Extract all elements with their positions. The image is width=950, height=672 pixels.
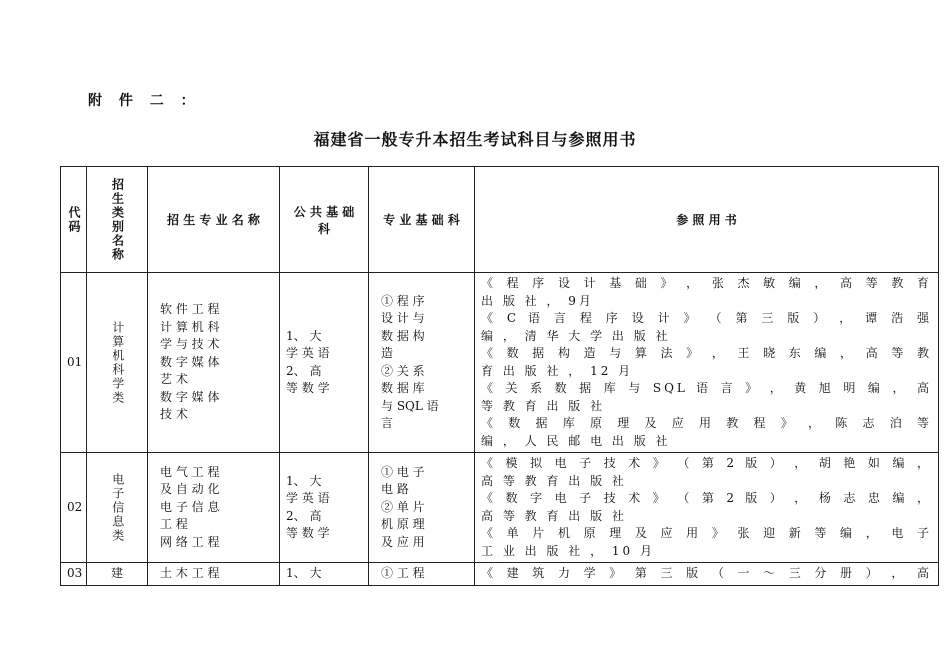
- refs-line: 《 建 筑 力 学 》 第 三 版 （ 一 ～ 三 分 册 ） ， 高: [481, 566, 932, 580]
- majors-line: 数 字 媒 体: [160, 389, 220, 404]
- attachment-label: 附 件 二 ：: [88, 93, 201, 109]
- public-line: 学 英 语: [286, 491, 330, 505]
- row-code: 02: [61, 453, 87, 563]
- refs-line: 《 数 字 电 子 技 术 》 （ 第 2 版 ） ， 杨 志 忠 编 ，: [481, 491, 932, 505]
- majors-line: 软 件 工 程: [160, 302, 220, 317]
- row-category: [87, 453, 148, 563]
- header-refs: 参 照 用 书: [475, 167, 939, 273]
- exam-subjects-table: [60, 166, 939, 586]
- refs-line: 编 ， 人 民 邮 电 出 版 社: [481, 433, 671, 448]
- row-public: [280, 273, 369, 453]
- refs-line: 编 ， 清 华 大 学 出 版 社: [481, 328, 671, 343]
- professional-line: ① 工 程: [381, 566, 425, 580]
- header-major: 招 生 专 业 名 称: [148, 167, 280, 273]
- majors-line: 学 与 技 术: [160, 337, 220, 352]
- header-professional: 专 业 基 础 科: [369, 167, 475, 273]
- table-header-row: [61, 167, 939, 273]
- majors-line: 电 子 信 息: [160, 499, 220, 514]
- refs-line: 《 数 据 库 原 理 及 应 用 教 程 》 ， 陈 志 泊 等: [481, 416, 932, 430]
- professional-line: ① 程 序: [381, 293, 425, 308]
- document-title: 福建省一般专升本招生考试科目与参照用书: [313, 130, 637, 149]
- refs-line: 《 数 据 构 造 与 算 法 》 ， 王 晓 东 编 ， 高 等 教: [481, 346, 932, 360]
- header-code: 代码: [61, 167, 87, 273]
- refs-line: 高 等 教 育 出 版 社: [481, 473, 627, 488]
- refs-line: 《 关 系 数 据 库 与 SQL 语 言 》 ， 黄 旭 明 编 ， 高: [481, 381, 932, 395]
- majors-line: 土 木 工 程: [160, 566, 220, 580]
- public-line: 等 数 学: [286, 381, 330, 395]
- row-refs: [475, 273, 939, 453]
- row-category: [87, 273, 148, 453]
- header-public: 公 共 基 础 科: [280, 167, 369, 273]
- public-line: 等 数 学: [286, 526, 330, 540]
- public-line: 2、 高: [286, 363, 322, 378]
- row-refs: [475, 453, 939, 563]
- public-line: 2、 高: [286, 508, 322, 523]
- row-majors: [148, 273, 280, 453]
- professional-line: 及 应 用: [381, 534, 425, 549]
- category-text: 建: [110, 566, 123, 580]
- row-public: [280, 563, 369, 586]
- row-code: 01: [61, 273, 87, 453]
- table-row: [61, 453, 939, 563]
- row-professional: [369, 273, 475, 453]
- majors-line: 艺 术: [160, 372, 188, 387]
- professional-line: 数 据 构: [381, 328, 425, 343]
- refs-line: 《 模 拟 电 子 技 术 》 （ 第 2 版 ） ， 胡 艳 如 编 ，: [481, 456, 932, 470]
- row-majors: [148, 453, 280, 563]
- refs-line: 《 程 序 设 计 基 础 》 ， 张 杰 敏 编 ， 高 等 教 育: [481, 276, 932, 290]
- row-professional: [369, 563, 475, 586]
- refs-line: 出 版 社 ， 9月: [481, 293, 594, 308]
- majors-line: 及 自 动 化: [160, 482, 220, 497]
- refs-line: 《 C 语 言 程 序 设 计 》 （ 第 三 版 ） ， 谭 浩 强: [481, 311, 932, 325]
- category-text: 计算机科学类: [110, 320, 125, 405]
- refs-line: 育 出 版 社 ， 12 月: [481, 363, 634, 378]
- row-category: [87, 563, 148, 586]
- professional-line: ① 电 子: [381, 464, 425, 479]
- public-line: 1、 大: [286, 473, 322, 488]
- majors-line: 数 字 媒 体: [160, 354, 220, 369]
- professional-line: 言: [381, 416, 394, 430]
- row-public: [280, 453, 369, 563]
- table-row: [61, 563, 939, 586]
- professional-line: 造: [381, 346, 394, 360]
- public-line: 1、 大: [286, 566, 322, 580]
- professional-line: 电 路: [381, 482, 409, 497]
- majors-line: 工 程: [160, 517, 188, 532]
- professional-line: 设 计 与: [381, 311, 425, 325]
- refs-line: 工 业 出 版 社 ， 10 月: [481, 543, 655, 558]
- professional-line: 与 SQL 语: [381, 398, 439, 413]
- row-majors: [148, 563, 280, 586]
- row-professional: [369, 453, 475, 563]
- public-line: 学 英 语: [286, 346, 330, 360]
- majors-line: 技 术: [160, 407, 188, 422]
- header-category: 招生类别名称: [87, 167, 148, 273]
- category-text: 电子信息类: [110, 472, 125, 543]
- majors-line: 网 络 工 程: [160, 534, 220, 549]
- professional-line: 机 原 理: [381, 517, 425, 532]
- majors-line: 计 算 机 科: [160, 319, 220, 334]
- professional-line: 数 据 库: [381, 381, 425, 395]
- public-line: 1、 大: [286, 328, 322, 343]
- row-code: 03: [61, 563, 87, 586]
- refs-line: 高 等 教 育 出 版 社: [481, 508, 627, 523]
- refs-line: 《 单 片 机 原 理 及 应 用 》 张 迎 新 等 编 ， 电 子: [481, 526, 932, 540]
- professional-line: ② 关 系: [381, 363, 425, 378]
- majors-line: 电 气 工 程: [160, 464, 220, 479]
- professional-line: ② 单 片: [381, 499, 425, 514]
- refs-line: 等 教 育 出 版 社: [481, 398, 606, 413]
- table-row: [61, 273, 939, 453]
- row-refs: [475, 563, 939, 586]
